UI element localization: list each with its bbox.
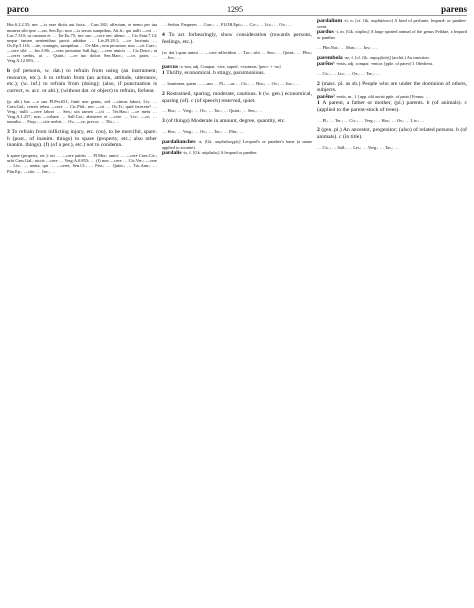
entry-grammar: -ae, f. [cf. Gk. παρεμβολή] (archit.) An insertion.: [342, 54, 430, 60]
sense-gloss: Thrifty, economical. b stingy, parsimonious.: [166, 70, 265, 77]
citation-block: … Cic.; … Liv.; … Ov.; … Tac.; …: [317, 71, 381, 77]
headword: pardus: [317, 29, 334, 36]
headword: parēns²: [317, 94, 335, 100]
sense-definition: [317, 100, 467, 113]
dictionary-entry: [162, 150, 312, 156]
sense-number: 1: [162, 70, 167, 77]
citation-block: … Pl.; … Ter.; … Cic.; … Verg.; … Hor.; … Ov.; … Liv.; …: [317, 117, 425, 123]
entry-grammar: -entis, m., f. [app. old aorist pple. of pario] Forms: …: [334, 94, 430, 99]
citation-block: … Hor.; … Verg.; … Ov.; … Tac.; … Quint.; … Sen.; …: [162, 108, 263, 114]
entry-grammar: -is, f. [Gk. πάρδαλις] A leopard or panther.: [181, 149, 258, 155]
dictionary-entry: [317, 29, 467, 40]
citation-block: … Serbin. Pauperes … Curc.; … FLOR.Epit.; … Cic.; … Liv.; … Ov.; …: [162, 22, 293, 28]
headword: parēns¹: [317, 60, 335, 67]
citation-block: … Hor.; … Verg.; … Ov.; … Tac.; … Plin.; …: [162, 129, 244, 135]
running-head: [7, 4, 467, 16]
sense-text: [317, 81, 467, 94]
entry-grammar: -i, m. [Gk. πάρδος] A large spotted animal of the genus Felidae, a leopard or panther.: [317, 29, 467, 41]
sense-gloss: Restrained, sparing, moderate, cautious. b (w. gen.) economical, sparing (of). c (of speech) reserved, quiet.: [162, 90, 312, 104]
sense-definition: [7, 68, 157, 94]
text-columns: [7, 18, 467, 178]
right-headword: parens: [441, 4, 467, 14]
entry-grammar: -a, [Gk. παρδαλιαγχές] Leopard's or panther's bane (a name applied to aconite).: [162, 138, 312, 150]
sense-number: 2: [317, 80, 322, 87]
sense-text: [7, 68, 157, 94]
sense-text: [162, 32, 312, 45]
sense-definition: [162, 32, 312, 45]
sense-number: 1: [317, 100, 323, 107]
entry-grammar: -entis, adj. compar. -entior. [pple. of pareo] 1 Obedient.: [334, 60, 433, 66]
sense-gloss: A parent, a father or mother, (pl.) parents. b (of animals). c (applied to the parent-stock of trees).: [317, 100, 467, 113]
citation-block: … Cic.; … Sall.; … Liv.; … Verg.; … Tac.; …: [317, 144, 399, 150]
sense-gloss: (masc. pl. as sb.) People who are under the dominion of others, subjects.: [317, 80, 467, 94]
headword: pardalis: [162, 149, 182, 156]
sense-definition: [7, 129, 157, 149]
sense-number: 3: [162, 118, 167, 125]
sense-gloss: (gen. pl.) An ancestor, progenitor; (also) of related persons. b (of animals). c (in title).: [317, 127, 467, 140]
column-left: [7, 18, 157, 178]
headword: pardalianches: [162, 138, 196, 145]
sense-definition: [162, 91, 312, 104]
citation-block: b spare (property, etc.): uti … —cere patriis … Pl.Mer.; amici … —cere Caes.Civ.; urbi Caes.Gal.; uictis —cere … Verg.A.6.853; … (f) non —cere … Cic.Ver.; —cere … Liv.; … uenia, qui … —ceret, Sen.Cl.; … Petr.; … Quint.; … Tac.Ann.; … Plin.Ep.; —cite, … Juv.; …: [7, 153, 157, 174]
sense-definition: [162, 70, 312, 77]
sense-text: [317, 127, 467, 140]
dictionary-entry: [317, 61, 467, 67]
citation-block: (p. abl.) hac —e uas Pl.Per.651; finiti non genus, sed —cimus labori, Liv. … Caes.Gal.; ceteris rebus —cere … Cic.Phil.; nec —cit … Ov.Tr.; quid facerem? … Verg.; nulli —cere labori … Sen.; uix tamen —cit … Ter.Hau.; —ce metu … Verg.A.1.257; non —cebant … Sall.Cat.; absistere et —cere … Liv.; —ce, … tumultu … Prop.; —cite uerbis … Ov.; —ce, precor, … Tib.; …: [7, 98, 157, 125]
sense-gloss: (of things) Moderate in amount, degree, quantity, etc.: [166, 118, 286, 125]
citation-block: … hominem, quem … —um … Pl.; —us … Cic.; … Hor.; … Ov.; … Juv.; …: [162, 81, 300, 87]
sense-gloss: (of persons, w. dat.) to refrain from using (an instrument, resource, etc.). b to refrain from (an action, attitude, utterance, etc.); (w. inf.) to refrain from (doing); (also, if punctuation is correct, w. acc. or abl.); (without dat. or object) to refrain, forbear.: [7, 68, 157, 94]
entry-grammar: -a -um, adj. Compar. -cior, superl. -cissimus. [perc- + -us]: [178, 64, 281, 70]
sense-number: 4: [162, 31, 169, 38]
page-number: 1295: [227, 5, 243, 14]
sense-text: [162, 91, 312, 104]
column-right: [317, 18, 467, 178]
sense-text: [162, 70, 312, 77]
sense-definition: [317, 81, 467, 94]
citation-block: Hor.S.2.2.55; nec —is esse dictis aut facta… Curc.382; affectum, et nemo per tua munera sibi ipse —cat, Sen.Ep.; non —is seruis sumptibus, Att.fr.; qui nulli —cet … Luc.7.310; ut caueam et … Ter.Eu.75; nec suo —cere nec alieno … Cic.Fam.7.14; neque tamen uenientibus parcit adsidue … Liv.29.20.1; —ce lacrimis … Ov.Ep.5.116; —ite, coniuges, sumptibus … Ov.Met.; non pecuniae, non —cit Caec.; —cere sibi … Juv.3.86; —cens pecuniae Sall.Jug.; —cere amicis … Cic.Deiot.; ut —ceret uerbis, ut … Quint.; —ce tuo dolori Sen.Marc.; —ce, pater, … Verg.A.12.693; …: [7, 22, 157, 64]
citation-block: … Plin.Nat.; … Mart.; … Juv.; …: [317, 45, 377, 51]
sense-gloss: To act forbearingly, show consideration (towards persons, feelings, etc.).: [162, 31, 312, 45]
left-headword: parco: [7, 4, 29, 14]
sense-text: [162, 118, 312, 125]
citation-block: (w. dat.) quae animi … —cere adfectibus … Tac.; sibi … Sen.; … Quint.; … Plin.; … Juv.; …: [162, 49, 312, 60]
entry-grammar: -ii, n. [cf. Gk. παρδάλειον] A kind of perfume, leopard- or panther-scent.: [317, 18, 467, 30]
headword: parembola: [317, 54, 343, 61]
sense-text: [7, 129, 157, 149]
dictionary-entry: [162, 139, 312, 150]
sense-definition: [317, 127, 467, 140]
sense-number: 2: [317, 127, 322, 134]
headword: pardalium: [317, 18, 343, 24]
dictionary-entry: [317, 18, 467, 29]
sense-number: b: [7, 68, 14, 75]
sense-number: 3: [7, 128, 12, 135]
column-middle: [162, 18, 312, 178]
sense-definition: [162, 118, 312, 125]
sense-number: 2: [162, 90, 167, 97]
sense-text: [317, 100, 467, 113]
sense-gloss: To refrain from inflicting injury, etc. (on), to be merciful, spare. b (post., of inanim. things) to spare (property, etc.; also other inanim. things). (f) (of a per.), etc.) not to condemn.: [7, 128, 157, 149]
headword: parcus: [162, 64, 179, 71]
